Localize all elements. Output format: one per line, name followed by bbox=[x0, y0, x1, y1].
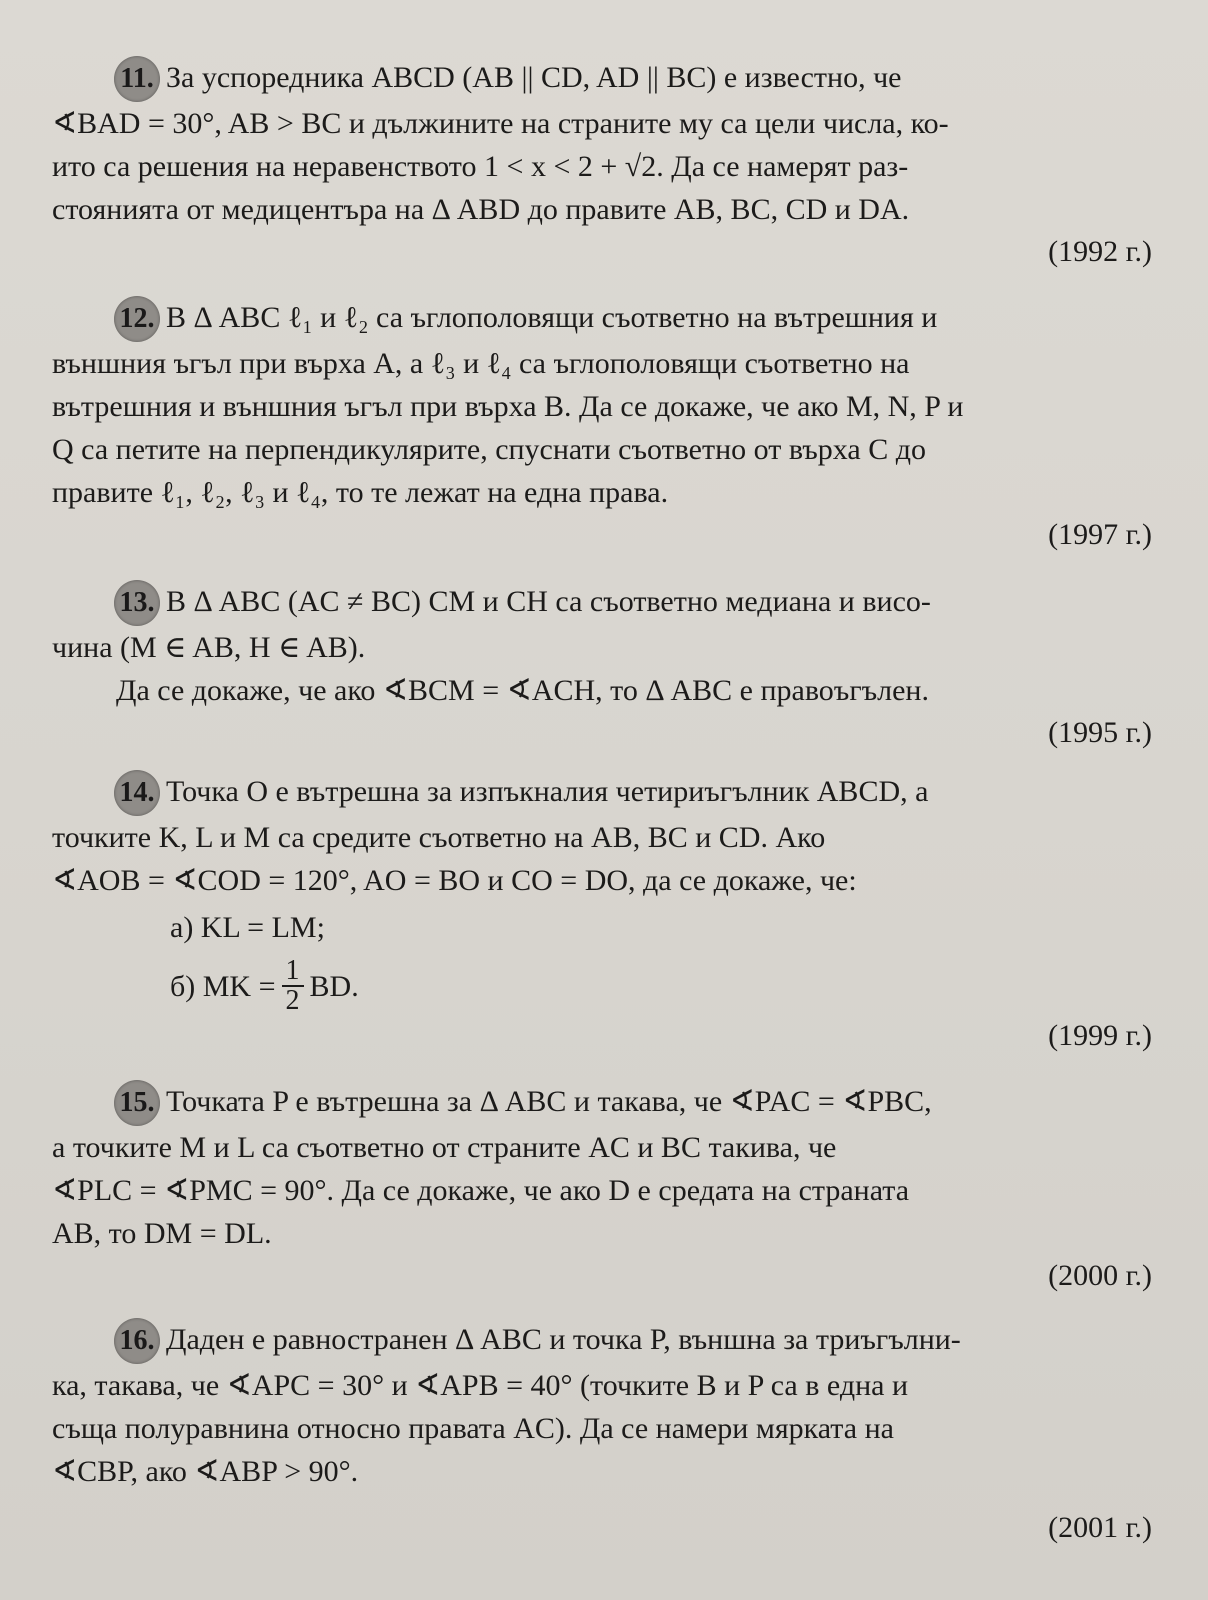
problem-year: (2000 г.) bbox=[1048, 1259, 1152, 1292]
problem-text-line: ∢CBP, ако ∢ABP > 90°. bbox=[52, 1455, 359, 1488]
problem-number-badge: 14. bbox=[114, 770, 160, 816]
problem-text-line: В Δ ABC (AC ≠ BC) CM и CH са съответно медиана и висо- bbox=[166, 585, 931, 618]
problem-text-line: вътрешния и външния ъгъл при върха B. Да се докаже, че ако M, N, P и bbox=[52, 390, 964, 423]
fraction-numerator: 1 bbox=[282, 957, 304, 987]
problem-11 bbox=[52, 56, 1152, 273]
problem-text-line: съща полуравнина относно правата AC). Да се намери мярката на bbox=[52, 1412, 894, 1445]
problem-14 bbox=[52, 770, 1152, 1057]
problem-year: (1997 г.) bbox=[1048, 518, 1152, 551]
problem-text-line: а точките M и L са съответно от страните AC и BC такива, че bbox=[52, 1131, 837, 1164]
problem-text-line: За успоредника ABCD (AB || CD, AD || BC) е известно, че bbox=[166, 61, 902, 94]
problem-text-line: ∢AOB = ∢COD = 120°, AO = BO и CO = DO, да се докаже, че: bbox=[52, 864, 857, 897]
problem-text-line: стоянията от медицентъра на Δ ABD до правите AB, BC, CD и DA. bbox=[52, 193, 910, 226]
fraction bbox=[282, 957, 304, 1015]
problem-number-badge: 16. bbox=[114, 1318, 160, 1364]
subpart-b-suffix: BD. bbox=[309, 969, 359, 1003]
problem-text-line: ито са решения на неравенството 1 < x < 2 + √2. Да се намерят раз- bbox=[52, 150, 909, 183]
problem-number-badge: 11. bbox=[114, 56, 160, 102]
problem-text-line: правите ℓ₁, ℓ₂, ℓ₃ и ℓ₄, то те лежат на една права. bbox=[52, 476, 669, 509]
problem-text-line: Даден е равностранен Δ ABC и точка P, външна за триъгълни- bbox=[166, 1323, 961, 1356]
problem-text-line: AB, то DM = DL. bbox=[52, 1217, 272, 1250]
problem-text-line: ка, такава, че ∢APC = 30° и ∢APB = 40° (точките B и P са в една и bbox=[52, 1369, 909, 1402]
problem-text-line: външния ъгъл при върха A, а ℓ₃ и ℓ₄ са ъглополовящи съответно на bbox=[52, 347, 910, 380]
problem-year: (1999 г.) bbox=[1048, 1019, 1152, 1052]
problem-text-line: точките K, L и M са средите съответно на AB, BC и CD. Ако bbox=[52, 821, 826, 854]
problem-year: (1995 г.) bbox=[1048, 716, 1152, 749]
problem-text-line: Да се докаже, че ако ∢BCM = ∢ACH, то Δ ABC е правоъгълен. bbox=[116, 674, 929, 707]
problem-text-line: ∢BAD = 30°, AB > BC и дължините на страните му са цели числа, ко- bbox=[52, 107, 949, 140]
problem-15 bbox=[52, 1080, 1152, 1297]
problem-text-line: ∢PLC = ∢PMC = 90°. Да се докаже, че ако D е средата на страната bbox=[52, 1174, 910, 1207]
problem-number-badge: 13. bbox=[114, 580, 160, 626]
problem-text-line: чина (M ∈ AB, H ∈ AB). bbox=[52, 631, 366, 664]
problem-number-badge: 12. bbox=[114, 296, 160, 342]
problem-year: (2001 г.) bbox=[1048, 1511, 1152, 1544]
problem-text-line: Точката P е вътрешна за Δ ABC и такава, че ∢PAC = ∢PBC, bbox=[166, 1085, 932, 1118]
problem-text-line: Точка O е вътрешна за изпъкналия четириъгълник ABCD, а bbox=[166, 775, 929, 808]
problem-16 bbox=[52, 1318, 1152, 1549]
problem-12 bbox=[52, 296, 1152, 556]
problem-text-line: Q са петите на перпендикулярите, спуснати съответно от върха C до bbox=[52, 433, 926, 466]
subpart-b-prefix: б) MK = bbox=[170, 969, 276, 1003]
problem-text-line: В Δ ABC ℓ₁ и ℓ₂ са ъглополовящи съответно на вътрешния и bbox=[166, 301, 938, 334]
fraction-denominator: 2 bbox=[285, 985, 300, 1016]
subpart-b bbox=[52, 957, 1152, 1015]
subpart-a: а) KL = LM; bbox=[170, 911, 325, 944]
problem-year: (1992 г.) bbox=[1048, 235, 1152, 268]
problem-13 bbox=[52, 580, 1152, 754]
problem-number-badge: 15. bbox=[114, 1080, 160, 1126]
